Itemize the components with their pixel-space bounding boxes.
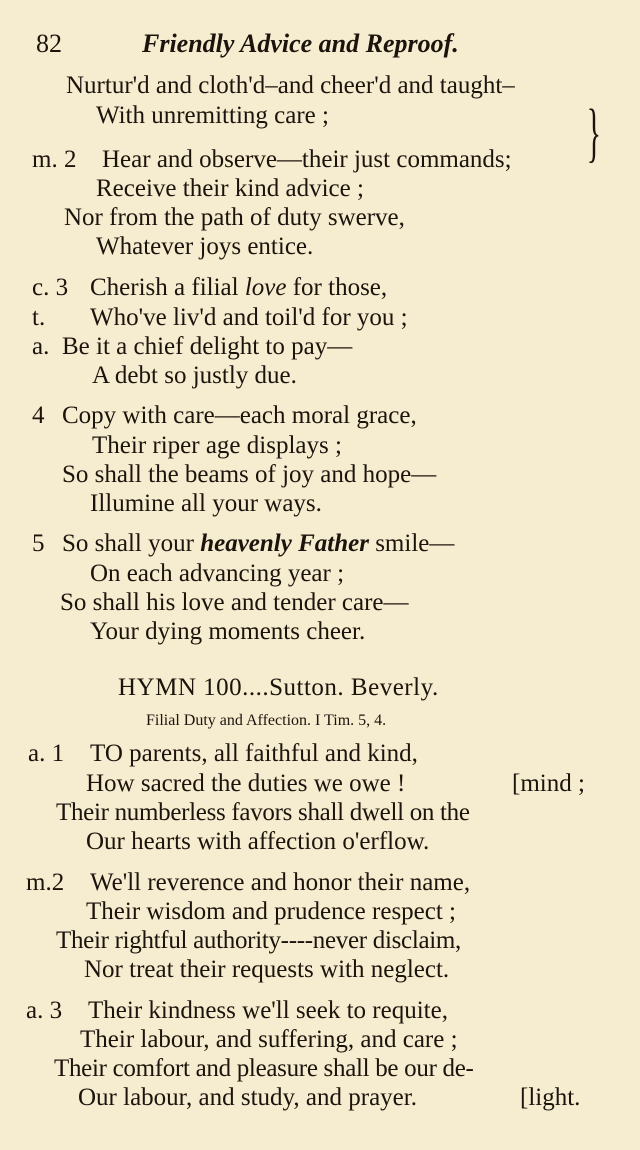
stanza5-line-1-b: smile—: [368, 530, 455, 557]
verse3-line-1: Their kindness we'll seek to requite,: [88, 997, 448, 1024]
verse1-line-4: Our hearts with affection o'erflow.: [86, 828, 430, 855]
verse3-turnover: [light.: [520, 1084, 581, 1111]
verse3-mark: a. 3: [26, 997, 63, 1024]
verse2-line-4: Nor treat their requests with neglect.: [84, 956, 450, 983]
running-title: Friendly Advice and Reproof.: [142, 29, 459, 58]
stanza3-line-1-a: Cherish a filial: [90, 274, 245, 301]
stanza5-line-2: On each advancing year ;: [90, 560, 345, 587]
verse1-mark: a. 1: [28, 740, 65, 767]
verse3-line-2: Their labour, and suffering, and care ;: [80, 1026, 458, 1053]
stanza5-line-3: So shall his love and tender care—: [60, 589, 409, 616]
stanza2-mark: m. 2: [32, 146, 77, 173]
stanza3-mark-t: t.: [32, 304, 46, 331]
stanza4-line-4: Illumine all your ways.: [90, 490, 322, 517]
stanza4-mark: 4: [32, 402, 45, 429]
continuation-line-1: Nurtur'd and cloth'd–and cheer'd and taught–: [66, 72, 515, 99]
verse2-line-2: Their wisdom and prudence respect ;: [86, 898, 457, 925]
continuation-line-2: With unremitting care ;: [96, 102, 329, 129]
stanza5-line-1: [62, 530, 454, 558]
stanza5-heavenly-father: heavenly Father: [200, 530, 369, 557]
hymn-title: HYMN 100....Sutton. Beverly.: [118, 674, 439, 701]
stanza3-line-1-b: for those,: [286, 274, 388, 301]
page-header: [36, 30, 62, 58]
stanza2-line-4: Whatever joys entice.: [96, 233, 314, 260]
stanza3-line-2: Who've liv'd and toil'd for you ;: [90, 304, 408, 331]
verse1-line-1: TO parents, all faithful and kind,: [90, 740, 418, 767]
stanza2-line-1: Hear and observe—their just commands;: [102, 146, 512, 173]
stanza2-line-3: Nor from the path of duty swerve,: [64, 204, 405, 231]
stanza3-love: love: [244, 274, 287, 301]
verse1-turnover: [mind ;: [512, 770, 585, 797]
verse3-line-4: Our labour, and study, and prayer.: [78, 1084, 417, 1111]
verse2-line-1: We'll reverence and honor their name,: [90, 869, 471, 896]
verse1-line-3: Their numberless favors shall dwell on the: [56, 799, 470, 826]
stanza4-line-2: Their riper age displays ;: [92, 432, 342, 459]
verse2-mark: m.2: [26, 869, 65, 896]
stanza3-mark-c: c. 3: [32, 274, 69, 301]
stanza2-line-2: Receive their kind advice ;: [96, 175, 364, 202]
verse3-line-3: Their comfort and pleasure shall be our de-: [54, 1055, 474, 1082]
verse1-line-2: How sacred the duties we owe !: [86, 770, 406, 797]
stanza4-line-1: Copy with care—each moral grace,: [62, 402, 417, 429]
brace-glyph: }: [586, 96, 601, 169]
page-number: 82: [36, 29, 62, 58]
stanza3-line-3: Be it a chief delight to pay—: [62, 333, 353, 360]
verse2-line-3: Their rightful authority----never disclaim,: [56, 927, 462, 954]
stanza5-line-4: Your dying moments cheer.: [90, 618, 366, 645]
stanza4-line-3: So shall the beams of joy and hope—: [62, 461, 437, 488]
stanza3-line-1: [90, 274, 387, 302]
stanza3-mark-a: a.: [32, 333, 50, 360]
stanza3-line-4: A debt so justly due.: [92, 362, 297, 389]
stanza5-mark: 5: [32, 530, 45, 557]
hymn-subtitle: Filial Duty and Affection. I Tim. 5, 4.: [146, 712, 387, 729]
stanza5-line-1-a: So shall your: [62, 530, 201, 557]
